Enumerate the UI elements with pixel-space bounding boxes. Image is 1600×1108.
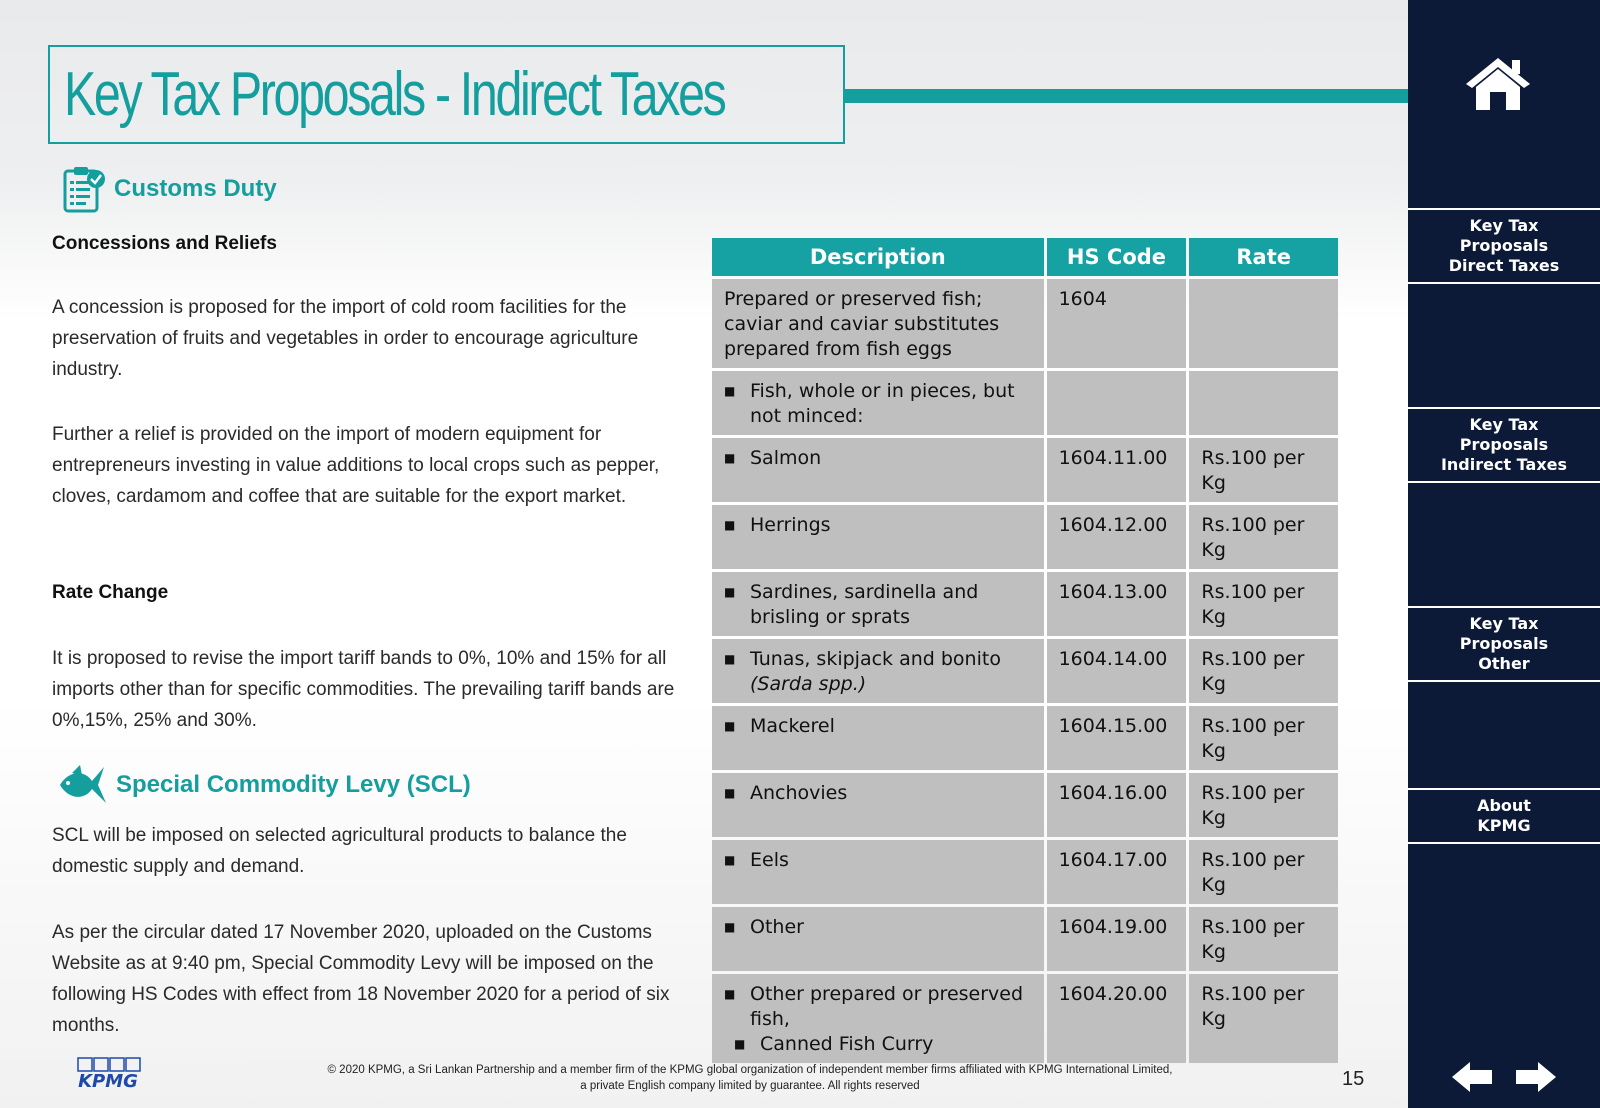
nav-indirect-taxes-label: Key Tax Proposals Indirect Taxes xyxy=(1440,415,1568,474)
copyright-footer xyxy=(260,1062,1240,1094)
svg-text:KPMG: KPMG xyxy=(78,1071,138,1089)
scl-hs-code-table xyxy=(709,235,1341,1066)
cell-hs-code: 1604.11.00 xyxy=(1047,438,1187,502)
header-description: Description xyxy=(712,238,1044,276)
page-title: Key Tax Proposals - Indirect Taxes xyxy=(64,60,725,129)
copyright-line-1: © 2020 KPMG, a Sri Lankan Partnership and a member firm of the KPMG global organization of independent member firms affiliated with KPMG International Limited, xyxy=(327,1064,1173,1076)
cell-description xyxy=(712,572,1044,636)
table-row xyxy=(712,438,1338,502)
header-rate: Rate xyxy=(1189,238,1338,276)
bullet-icon: ■ xyxy=(724,920,736,934)
copyright-line-2: a private English company limited by guarantee. All rights reserved xyxy=(580,1080,920,1092)
cell-hs-code: 1604.17.00 xyxy=(1047,840,1187,904)
cell-hs-code: 1604.16.00 xyxy=(1047,773,1187,837)
cell-description: Prepared or preserved fish; caviar and caviar substitutes prepared from fish eggs xyxy=(712,279,1044,368)
nav-indirect-taxes[interactable] xyxy=(1408,407,1600,483)
cell-rate: Rs.100 per Kg xyxy=(1189,572,1338,636)
nav-about-kpmg-label: About KPMG xyxy=(1477,796,1531,835)
description-text: Salmon xyxy=(750,447,822,469)
bullet-icon: ■ xyxy=(724,585,736,599)
sidebar xyxy=(1408,0,1600,1108)
table-row xyxy=(712,371,1338,435)
description-text: Eels xyxy=(750,849,789,871)
arrow-right-icon[interactable] xyxy=(1514,1060,1558,1094)
description-text: Tunas, skipjack and bonito xyxy=(750,648,1001,670)
table-header-row xyxy=(712,238,1338,276)
concessions-para-1: A concession is proposed for the import of cold room facilities for the preservation of fruits and vegetables in order to encourage agriculture industry. xyxy=(52,297,639,380)
description-text: Other xyxy=(750,916,804,938)
bullet-icon: ■ xyxy=(734,1037,746,1051)
nav-other-label: Key Tax Proposals Other xyxy=(1459,614,1549,673)
description-text: Other prepared or preserved fish, xyxy=(750,983,1024,1030)
table-row xyxy=(712,279,1338,368)
table-row xyxy=(712,706,1338,770)
scl-para-1: SCL will be imposed on selected agricultural products to balance the domestic supply and demand. xyxy=(52,825,627,877)
nav-direct-taxes[interactable] xyxy=(1408,208,1600,284)
cell-rate: Rs.100 per Kg xyxy=(1189,974,1338,1063)
concessions-heading: Concessions and Reliefs xyxy=(52,233,277,254)
bullet-icon: ■ xyxy=(724,786,736,800)
nav-other[interactable] xyxy=(1408,606,1600,682)
cell-hs-code: 1604.14.00 xyxy=(1047,639,1187,703)
cell-rate xyxy=(1189,279,1338,368)
home-icon[interactable] xyxy=(1464,54,1532,112)
description-text: Sardines, sardinella and brisling or sprats xyxy=(750,581,979,628)
cell-description xyxy=(712,639,1044,703)
title-rule xyxy=(845,89,1408,103)
description-text: Anchovies xyxy=(750,782,848,804)
concessions-para-2: Further a relief is provided on the import of modern equipment for entrepreneurs investing in value additions to local crops such as pepper, cloves, cardamom and coffee that are suitable for the export market. xyxy=(52,424,660,507)
cell-rate: Rs.100 per Kg xyxy=(1189,438,1338,502)
cell-hs-code: 1604.20.00 xyxy=(1047,974,1187,1063)
bullet-icon: ■ xyxy=(724,384,736,398)
table-row xyxy=(712,840,1338,904)
bullet-icon: ■ xyxy=(724,652,736,666)
title-box xyxy=(48,45,845,144)
bullet-icon: ■ xyxy=(724,987,736,1001)
cell-description xyxy=(712,907,1044,971)
description-italic-text: (Sarda spp.) xyxy=(750,673,867,695)
cell-rate: Rs.100 per Kg xyxy=(1189,505,1338,569)
cell-description xyxy=(712,840,1044,904)
description-text: Herrings xyxy=(750,514,831,536)
cell-description xyxy=(712,706,1044,770)
kpmg-logo xyxy=(72,1057,144,1089)
cell-rate: Rs.100 per Kg xyxy=(1189,840,1338,904)
cell-hs-code: 1604.19.00 xyxy=(1047,907,1187,971)
bullet-icon: ■ xyxy=(724,853,736,867)
table-row xyxy=(712,639,1338,703)
description-text: Mackerel xyxy=(750,715,835,737)
cell-rate: Rs.100 per Kg xyxy=(1189,773,1338,837)
cell-hs-code: 1604.15.00 xyxy=(1047,706,1187,770)
description-text: Fish, whole or in pieces, but not minced: xyxy=(750,380,1015,427)
table-row xyxy=(712,505,1338,569)
bullet-icon: ■ xyxy=(724,451,736,465)
sub-description-text: Canned Fish Curry xyxy=(760,1033,934,1055)
fish-icon xyxy=(58,763,108,807)
table-row xyxy=(712,773,1338,837)
cell-description xyxy=(712,974,1044,1063)
rate-change-para: It is proposed to revise the import tariff bands to 0%, 10% and 15% for all imports other than for specific commodities. The prevailing tariff bands are 0%,15%, 25% and 30%. xyxy=(52,648,675,731)
arrow-left-icon[interactable] xyxy=(1450,1060,1494,1094)
bullet-icon: ■ xyxy=(724,719,736,733)
customs-duty-heading xyxy=(62,165,277,213)
cell-rate: Rs.100 per Kg xyxy=(1189,639,1338,703)
cell-hs-code: 1604.13.00 xyxy=(1047,572,1187,636)
cell-hs-code: 1604 xyxy=(1047,279,1187,368)
page-number: 15 xyxy=(1342,1068,1365,1090)
table-row xyxy=(712,974,1338,1063)
cell-hs-code xyxy=(1047,371,1187,435)
scl-para-2: As per the circular dated 17 November 2020, uploaded on the Customs Website as at 9:40 pm, Special Commodity Levy will be imposed on the following HS Codes with effect from 18 November 2020 for a period of six months. xyxy=(52,922,670,1036)
cell-hs-code: 1604.12.00 xyxy=(1047,505,1187,569)
clipboard-check-icon xyxy=(62,165,106,213)
cell-rate xyxy=(1189,371,1338,435)
cell-description xyxy=(712,773,1044,837)
cell-rate: Rs.100 per Kg xyxy=(1189,907,1338,971)
table-row xyxy=(712,907,1338,971)
rate-change-heading: Rate Change xyxy=(52,582,169,603)
table-row xyxy=(712,572,1338,636)
customs-duty-title: Customs Duty xyxy=(114,175,277,202)
scl-title: Special Commodity Levy (SCL) xyxy=(116,771,471,798)
nav-direct-taxes-label: Key Tax Proposals Direct Taxes xyxy=(1448,216,1560,275)
nav-about-kpmg[interactable] xyxy=(1408,788,1600,844)
header-hs-code: HS Code xyxy=(1047,238,1187,276)
bullet-icon: ■ xyxy=(724,518,736,532)
cell-rate: Rs.100 per Kg xyxy=(1189,706,1338,770)
cell-description xyxy=(712,505,1044,569)
cell-description xyxy=(712,371,1044,435)
scl-heading xyxy=(58,763,471,807)
cell-description xyxy=(712,438,1044,502)
